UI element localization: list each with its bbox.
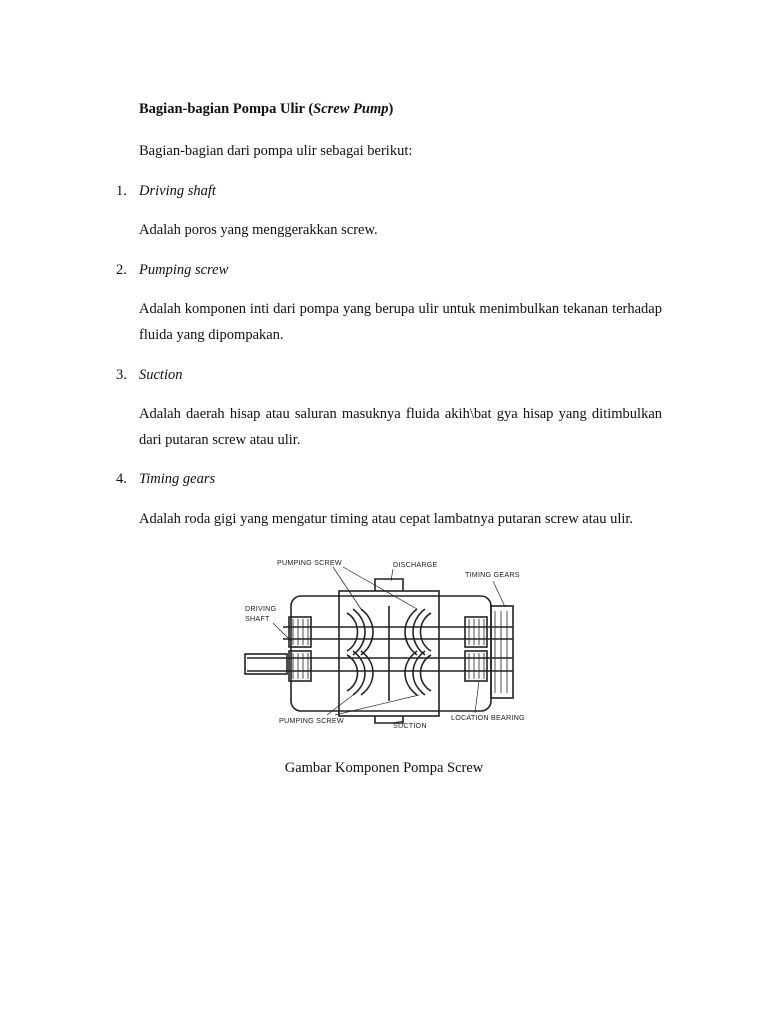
- list-number: 2.: [116, 262, 127, 278]
- list-item-title: Pumping screw: [139, 262, 229, 278]
- left-screw-upper: [347, 609, 373, 655]
- label-shaft: SHAFT: [245, 614, 270, 623]
- label-pumping-screw-bottom: PUMPING SCREW: [279, 716, 344, 725]
- list-item-title: Suction: [139, 367, 183, 383]
- label-location-bearing: LOCATION BEARING: [451, 713, 525, 722]
- label-timing-gears: TIMING GEARS: [465, 570, 520, 579]
- label-suction: SUCTION: [393, 721, 427, 730]
- label-pumping-screw-top: PUMPING SCREW: [277, 558, 342, 567]
- list-item-title: Driving shaft: [139, 183, 216, 199]
- right-screw-upper: [405, 609, 431, 655]
- list-item-description: Adalah poros yang menggerakkan screw.: [139, 222, 378, 238]
- list-item-description: Adalah komponen inti dari pompa yang berupa ulir untuk menimbulkan tekanan terhadap fluida yang dipompakan.: [139, 301, 662, 343]
- screw-pump-diagram: [243, 551, 533, 735]
- list-number: 4.: [116, 471, 127, 487]
- timing-gear-housing: [491, 606, 513, 698]
- list-number: 3.: [116, 367, 127, 383]
- list-item-description: Adalah daerah hisap atau saluran masuknya fluida akih\bat gya hisap yang ditimbulkan dari putaran screw atau ulir.: [139, 406, 662, 448]
- discharge-port: [375, 579, 403, 591]
- heading-italic-text: Screw Pump: [313, 101, 389, 117]
- heading-text: Bagian-bagian Pompa Ulir (: [139, 101, 314, 117]
- label-discharge: DISCHARGE: [393, 560, 438, 569]
- pump-casing: [291, 596, 491, 711]
- label-driving: DRIVING: [245, 604, 277, 613]
- intro-paragraph: Bagian-bagian dari pompa ulir sebagai berikut:: [139, 143, 413, 159]
- heading-suffix: ): [388, 101, 394, 117]
- list-number: 1.: [116, 183, 127, 199]
- list-item-title: Timing gears: [139, 471, 216, 487]
- screw-pump-drawing: [243, 551, 533, 735]
- section-heading: [139, 101, 393, 118]
- figure-caption: Gambar Komponen Pompa Screw: [284, 760, 484, 776]
- list-item-description: Adalah roda gigi yang mengatur timing atau cepat lambatnya putaran screw atau ulir.: [139, 511, 634, 527]
